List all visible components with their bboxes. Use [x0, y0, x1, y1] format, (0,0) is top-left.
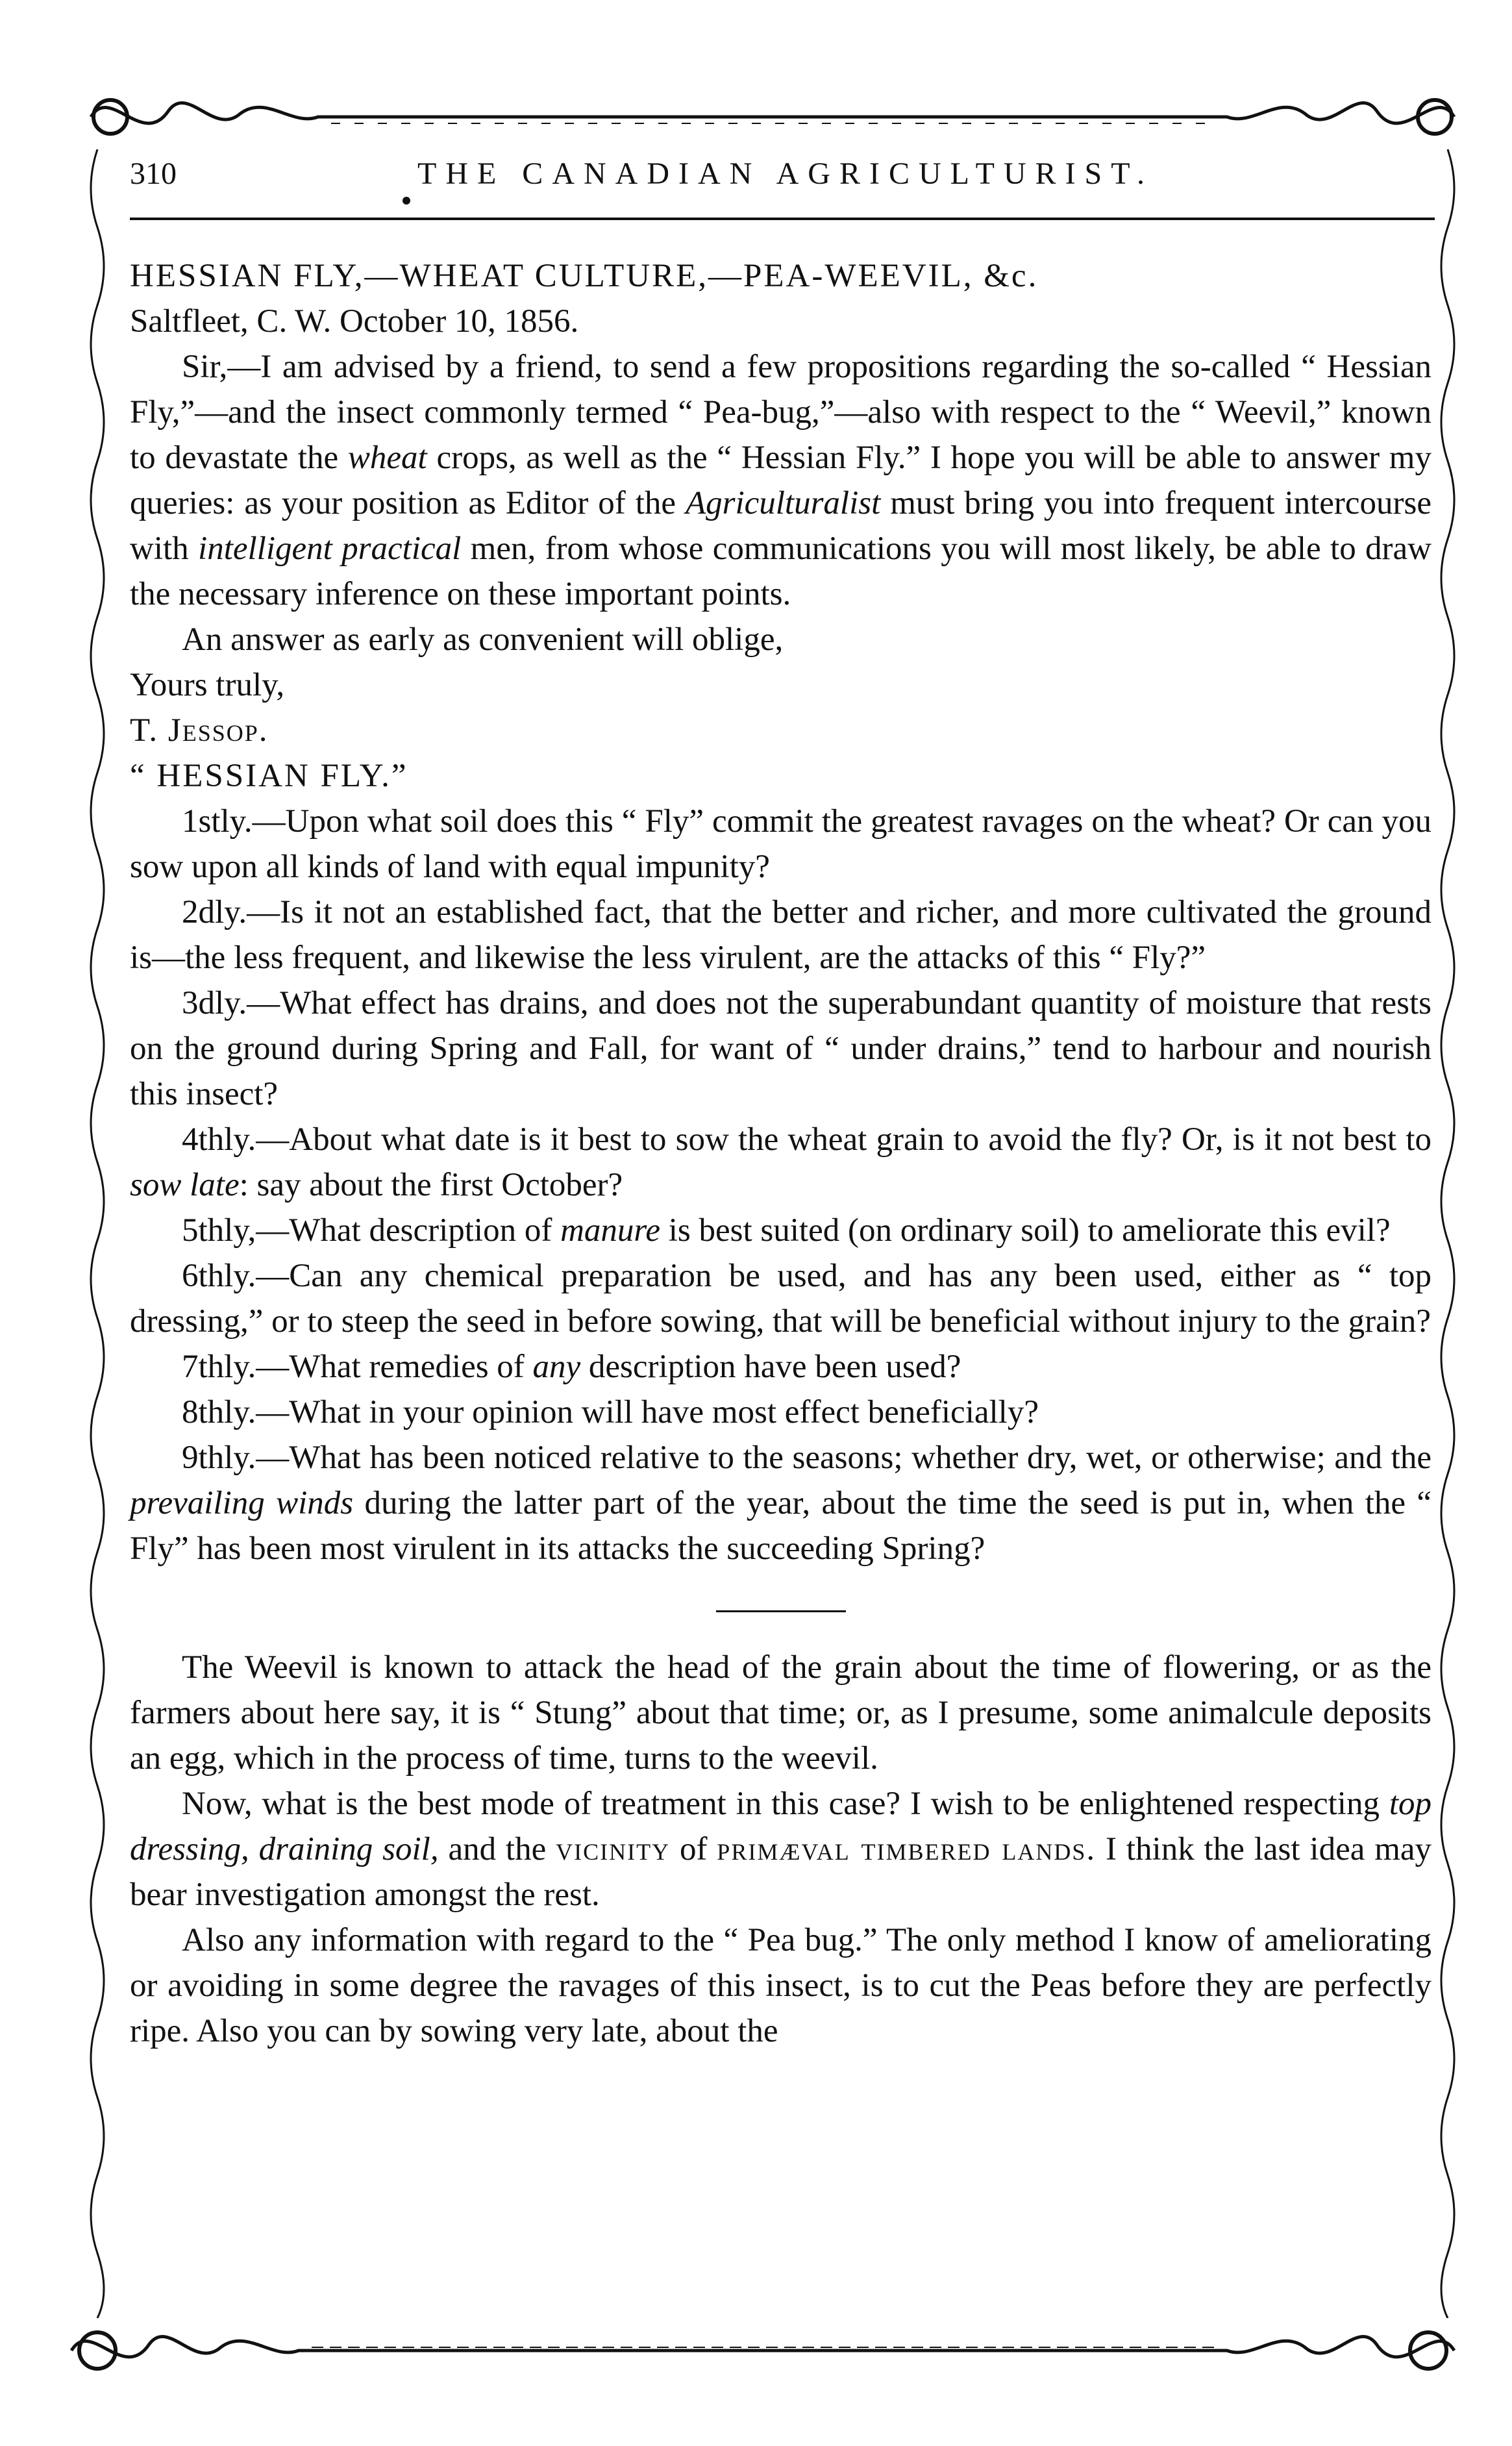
question-5: 5thly,—What description of manure is best suited (on ordinary soil) to ameliorate this evil? — [182, 1212, 1391, 1249]
ornamental-border-left — [78, 149, 117, 2318]
subheading-hessian-fly: “ HESSIAN FLY.” — [130, 758, 408, 794]
letter-paragraph-2: An answer as early as convenient will oblige, — [182, 621, 784, 658]
question-4: 4thly.—About what date is it best to sow the wheat grain to avoid the fly? Or, is it not best to sow late: say about the first October? — [130, 1121, 1431, 1203]
header-dot — [403, 197, 410, 205]
question-9: 9thly.—What has been noticed relative to the seasons; whether dry, wet, or otherwise; and the prevailing winds during the latter part of the year, about the time the seed is put in, when the “ Fly” has been most virulent in its attacks the succeeding Spring? — [130, 1440, 1431, 1567]
question-8: 8thly.—What in your opinion will have most effect beneficially? — [182, 1394, 1039, 1430]
ornamental-border-top — [84, 78, 1461, 156]
weevil-paragraph-3: Also any information with regard to the “ Pea bug.” The only method I know of ameliorating or avoiding in some degree the ravages of this insect, is to cut the Peas before they are perfectly ripe. Also you can by sowing very late, about the — [130, 1922, 1431, 2049]
weevil-paragraph-2: Now, what is the best mode of treatment in this case? I wish to be enlightened respecting top dressing, draining soil, and the vicinity of primæval timbered lands. I think the last idea may bear investigation amongst the rest. — [130, 1786, 1432, 1913]
letter-paragraph-1: Sir,—I am advised by a friend, to send a few propositions regarding the so-called “ Hessian Fly,”—and the insect commonly termed “ Pea-bug,”—also with respect to the “ Weevil,” known to devastate the wheat crops, as well as the “ Hessian Fly.” I hope you will be able to answer my queries: as your position as Editor of the Agriculturalist must bring you into frequent intercourse with intelligent practical men, from whose communications you will most likely, be able to draw the necessary inference on these important points. — [130, 349, 1432, 612]
ornamental-border-right — [1428, 149, 1467, 2318]
article — [130, 253, 1431, 2054]
question-2: 2dly.—Is it not an established fact, that the better and richer, and more cultivated the ground is—the less frequent, and likewise the less virulent, are the attacks of this “ Fly?” — [130, 894, 1431, 976]
header-rule — [130, 218, 1435, 220]
section-separator — [716, 1610, 846, 1612]
running-head — [130, 156, 1422, 208]
question-7: 7thly.—What remedies of any description have been used? — [182, 1349, 961, 1385]
letter-signature: T. Jessop. — [130, 712, 269, 749]
question-3: 3dly.—What effect has drains, and does not the superabundant quantity of moisture that rests on the ground during Spring and Fall, for want of “ under drains,” tend to harbour and nourish this insect? — [130, 985, 1431, 1112]
letter-closing: Yours truly, — [130, 667, 285, 703]
article-title: HESSIAN FLY,—WHEAT CULTURE,—PEA-WEEVIL, &c. — [130, 258, 1039, 294]
dateline: Saltfleet, C. W. October 10, 1856. — [130, 303, 579, 340]
question-6: 6thly.—Can any chemical preparation be used, and has any been used, either as “ top dressing,” or to steep the seed in before sowing, that will be beneficial without injury to the grain? — [130, 1258, 1431, 1340]
running-title: THE CANADIAN AGRICULTURIST. — [417, 156, 1154, 191]
weevil-paragraph-1: The Weevil is known to attack the head of the grain about the time of flowering, or as the farmers about here say, it is “ Stung” about that time; or, as I presume, some animalcule deposits an egg, which in the process of time, turns to the weevil. — [130, 1649, 1431, 1777]
ornamental-border-bottom — [65, 2312, 1461, 2390]
question-1: 1stly.—Upon what soil does this “ Fly” commit the greatest ravages on the wheat? Or can you sow upon all kinds of land with equal impunity? — [130, 803, 1431, 885]
page-number: 310 — [130, 156, 177, 191]
